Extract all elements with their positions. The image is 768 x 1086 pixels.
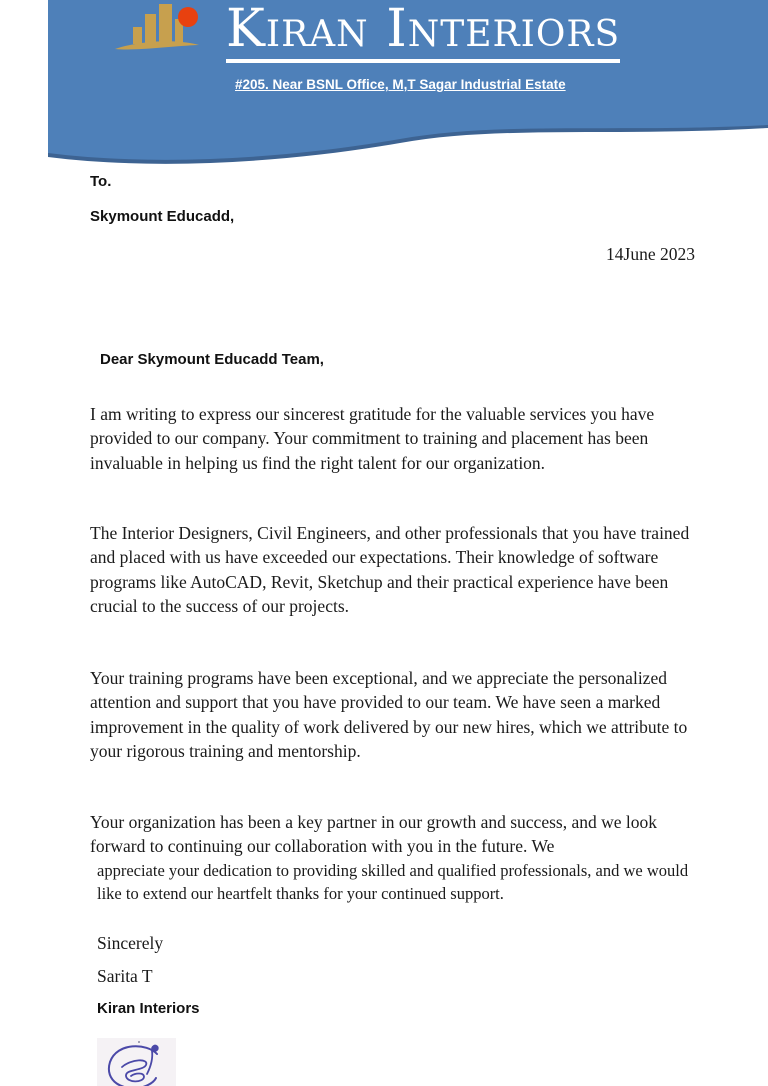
- handwritten-signature-icon: [97, 1038, 176, 1086]
- body-paragraph-4-part1: Your organization has been a key partner in our growth and success, and we look forward to continuing our collaboration with you in the future. We: [90, 811, 657, 856]
- body-paragraph-2: The Interior Designers, Civil Engineers, and other professionals that you have trained and placed with us have exceeded our expectations. Their knowledge of software programs like AutoCAD, Revit, Sketchup and their practical experience have been crucial to the success of our projects.: [90, 522, 690, 616]
- closing-word: Sincerely: [97, 933, 164, 953]
- body-paragraph-4-part2: appreciate your dedication to providing skilled and qualified professionals, and we would like to extend our heartfelt thanks for your continued support.: [97, 860, 689, 903]
- company-address: #205. Near BSNL Office, M,T Sagar Industrial Estate: [235, 77, 566, 92]
- signatory-company: Kiran Interiors: [97, 1000, 200, 1017]
- body-paragraph-1: I am writing to express our sincerest gratitude for the valuable services you have provided to our company. Your commitment to training and placement has been invaluable in helping us find the right talent for our organization.: [90, 403, 655, 473]
- letter-date: 14June 2023: [606, 244, 695, 264]
- company-name-title: Kiran Interiors: [226, 0, 620, 63]
- signatory-name: Sarita T: [97, 966, 153, 986]
- logo-sun-icon: [178, 7, 198, 27]
- recipient-name: Skymount Educadd,: [90, 208, 235, 225]
- salutation: Dear Skymount Educadd Team,: [100, 351, 324, 368]
- to-label: To.: [90, 173, 112, 190]
- body-paragraph-3: Your training programs have been exceptional, and we appreciate the personalized attention and support that you have provided to our team. We have seen a marked improvement in the quality of work delivered by our new hires, which we attribute to your rigorous training and mentorship.: [90, 667, 688, 761]
- signature-image: [97, 1038, 176, 1086]
